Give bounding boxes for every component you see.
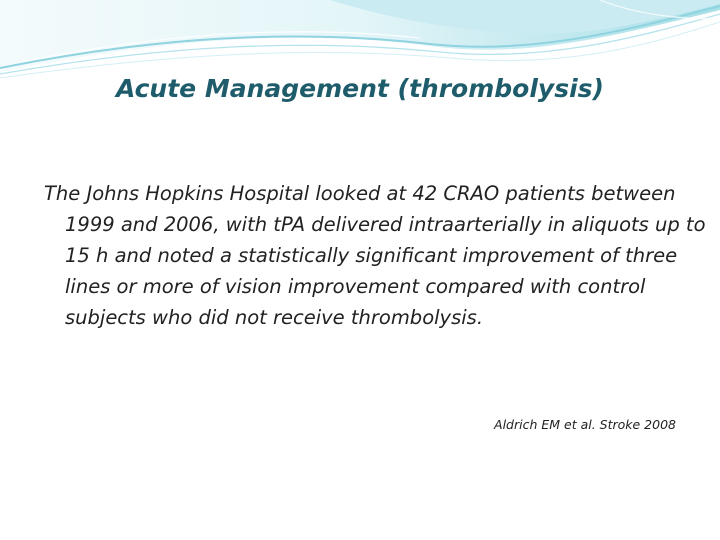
slide-title: Acute Management (thrombolysis) xyxy=(116,74,604,103)
body-paragraph: The Johns Hopkins Hospital looked at 42 CRAO patients between 1999 and 2006, with tPA delivered intraarterially in aliquots up to 15 h and noted a statistically significant improvement of three lines or more of vision improvement compared with control subjects who did not receive thrombolysis. xyxy=(44,182,706,329)
citation: Aldrich EM et al. Stroke 2008 xyxy=(494,417,676,432)
